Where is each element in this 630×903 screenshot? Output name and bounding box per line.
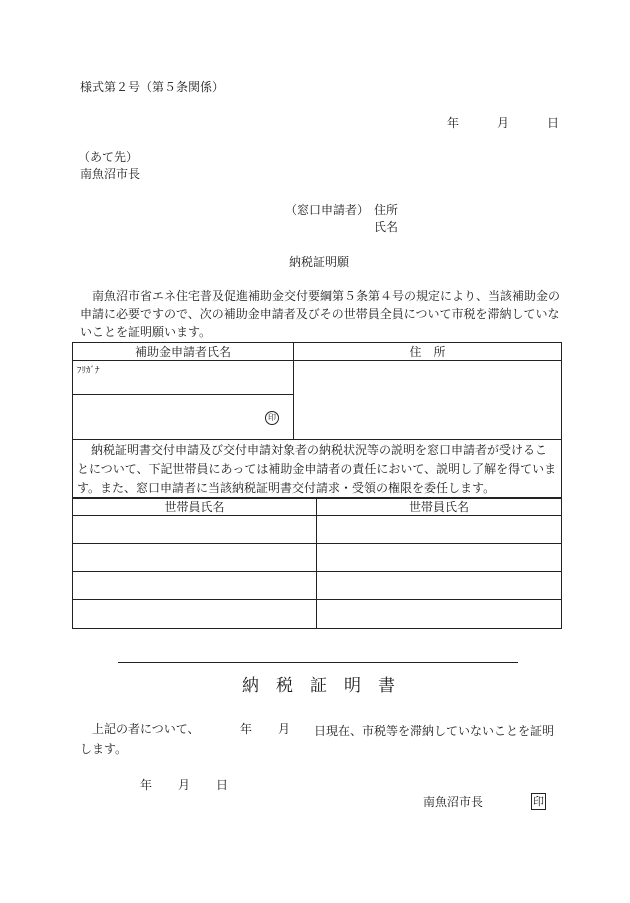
certificate-date-year: 年: [140, 778, 153, 792]
section-divider: [118, 662, 518, 663]
request-title: 納税証明願: [289, 255, 350, 269]
certificate-body-prefix: 上記の者について、: [92, 722, 200, 736]
household-member-cell[interactable]: [73, 600, 317, 629]
applicant-label: （窓口申請者）: [285, 203, 370, 217]
certificate-date-month: 月: [178, 778, 191, 792]
applicant-address-header: 住 所: [294, 343, 562, 361]
household-name-header-right: 世帯員氏名: [317, 498, 562, 516]
furigana-label: ﾌﾘｶﾞﾅ: [77, 366, 100, 376]
consent-text: 納税証明書交付申請及び交付申請対象者の納税状況等の説明を窓口申請者が受けることについて、下記世帯員にあっては補助金申請者の責任において、説明し了解を得ています。また、窓口申請者に当該納税証明書交付請求・受領の権限を委任します。: [77, 442, 557, 495]
official-seal-icon: 印: [533, 795, 544, 808]
applicant-address-cell[interactable]: [294, 361, 562, 440]
addressee-prefix: （あて先）: [78, 150, 139, 164]
date-year-label: 年: [447, 116, 460, 130]
applicant-name-cell[interactable]: [73, 395, 294, 440]
certificate-year-label: 年: [240, 722, 253, 736]
applicant-name-header: 補助金申請者氏名: [73, 343, 294, 361]
household-member-cell[interactable]: [317, 600, 562, 629]
form-number: 様式第２号（第５条関係）: [80, 80, 225, 94]
household-member-cell[interactable]: [317, 572, 562, 600]
intro-paragraph: 南魚沼市省エネ住宅普及促進補助金交付要綱第５条第４号の規定により、当該補助金の申請に必要ですので、次の補助金申請者及びその世帯員全員について市税を滞納していないことを証明願います。: [80, 289, 561, 339]
certificate-month-label: 月: [278, 722, 291, 736]
household-table: [72, 497, 562, 629]
certificate-title: 納 税 証 明 書: [242, 676, 395, 696]
consent-cell: [73, 440, 562, 499]
date-day-label: 日: [547, 116, 560, 130]
household-member-cell[interactable]: [317, 544, 562, 572]
certificate-body-suffix: 日現在、市税等を滞納していないことを証明します。: [80, 724, 555, 756]
household-member-cell[interactable]: [317, 516, 562, 544]
seal-mark-icon: 印: [265, 411, 279, 425]
applicant-name-label: 氏名: [374, 220, 399, 234]
furigana-cell[interactable]: [73, 361, 294, 395]
household-member-cell[interactable]: [73, 516, 317, 544]
certificate-issuer: 南魚沼市長: [423, 795, 484, 809]
applicant-address-label: 住所: [374, 203, 399, 217]
addressee-name: 南魚沼市長: [80, 167, 141, 181]
date-month-label: 月: [497, 116, 510, 130]
applicant-table: [72, 342, 562, 499]
household-name-header-left: 世帯員氏名: [73, 498, 317, 516]
household-member-cell[interactable]: [73, 544, 317, 572]
household-member-cell[interactable]: [73, 572, 317, 600]
certificate-date-day: 日: [216, 778, 229, 792]
